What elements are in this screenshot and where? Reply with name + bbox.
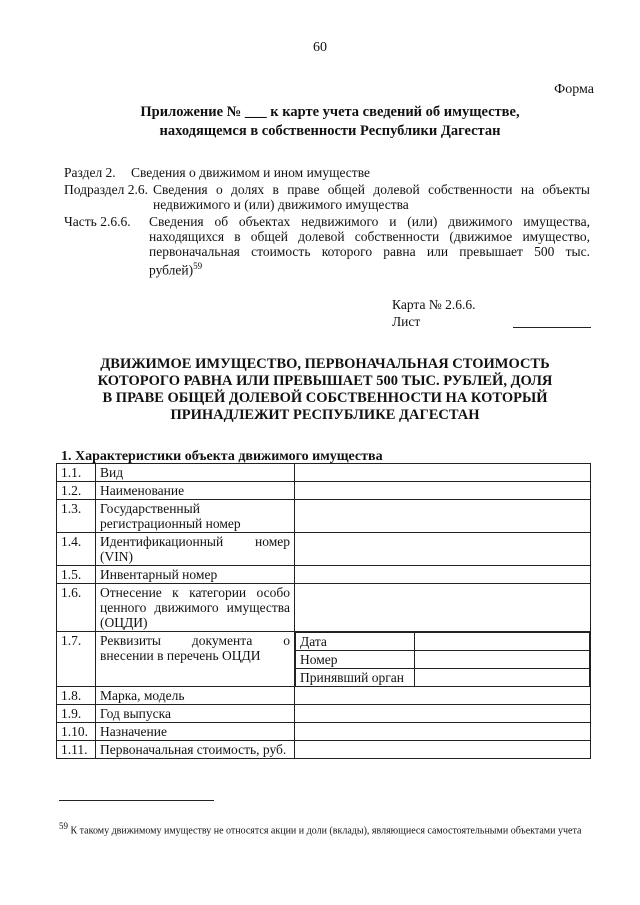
table-row: [57, 687, 591, 705]
row-label: Год выпуска: [96, 705, 295, 723]
main-title-line-4: ПРИНАДЛЕЖИТ РЕСПУБЛИКЕ ДАГЕСТАН: [170, 407, 480, 423]
row-label: Идентификационный номер (VIN): [96, 533, 295, 566]
table-heading: 1. Характеристики объекта движимого имущества: [61, 449, 383, 464]
value-cell[interactable]: [415, 633, 590, 651]
footnote-separator: [59, 800, 214, 801]
table-row: [57, 533, 591, 566]
row-number: 1.2.: [57, 482, 96, 500]
subtable-row: [296, 633, 590, 651]
value-cell[interactable]: [295, 687, 591, 705]
sub-label-authority: Принявший орган: [296, 669, 415, 687]
section-line: [64, 165, 594, 181]
value-cell[interactable]: [415, 669, 590, 687]
sub-label-date: Дата: [296, 633, 415, 651]
footnote: [59, 820, 591, 837]
table-row: [57, 464, 591, 482]
document-details-subtable: [295, 632, 590, 686]
document-details-cell: [295, 632, 591, 687]
row-label: Наименование: [96, 482, 295, 500]
main-title-line-1: ДВИЖИМОЕ ИМУЩЕСТВО, ПЕРВОНАЧАЛЬНАЯ СТОИМОСТЬ: [100, 356, 550, 372]
value-cell[interactable]: [295, 464, 591, 482]
main-title: [70, 356, 580, 424]
form-label: Форма: [554, 82, 594, 97]
part-text-wrap: [149, 214, 590, 278]
part-text: Сведения об объектах недвижимого и (или) движимого имущества, находящихся в общей долевой собственности (движимое имущество, первоначальная стоимость которого равна или превышает 500 тыс. рублей): [149, 214, 590, 278]
footnote-text: К такому движимому имуществу не относятся акции и доли (вклады), являющиеся самостоятельными объектами учета: [70, 825, 582, 837]
characteristics-table: [56, 463, 591, 759]
row-label: Первоначальная стоимость, руб.: [96, 741, 295, 759]
value-cell[interactable]: [295, 566, 591, 584]
footnote-number: 59: [59, 821, 68, 831]
page-number: 60: [313, 40, 327, 55]
subsection-block: [64, 182, 594, 214]
row-label: Реквизиты документа о внесении в перечень ОЦДИ: [96, 632, 295, 687]
appendix-line-1: Приложение № ___ к карте учета сведений об имуществе,: [140, 104, 520, 120]
value-cell[interactable]: [295, 533, 591, 566]
row-number: 1.5.: [57, 566, 96, 584]
row-number: 1.7.: [57, 632, 96, 687]
part-block: [64, 214, 594, 278]
table-row: [57, 500, 591, 533]
value-cell[interactable]: [295, 584, 591, 632]
table-row: [57, 632, 591, 687]
value-cell[interactable]: [295, 500, 591, 533]
value-cell[interactable]: [295, 482, 591, 500]
row-number: 1.1.: [57, 464, 96, 482]
subtable-row: [296, 669, 590, 687]
row-number: 1.3.: [57, 500, 96, 533]
appendix-heading: [60, 103, 600, 141]
sheet-signature-line: [513, 327, 591, 328]
table-row: [57, 482, 591, 500]
row-number: 1.11.: [57, 741, 96, 759]
subsection-text: Сведения о долях в праве общей долевой собственности на объекты недвижимого и (или) движимого имущества: [153, 182, 590, 212]
row-label: Отнесение к категории особо ценного движимого имущества (ОЦДИ): [96, 584, 295, 632]
table-row: [57, 584, 591, 632]
sub-label-number: Номер: [296, 651, 415, 669]
sheet-label: Лист: [392, 314, 421, 329]
section-text: Сведения о движимом и ином имуществе: [131, 165, 370, 180]
subsection-label: Подраздел 2.6.: [64, 182, 149, 197]
table-row: [57, 566, 591, 584]
row-label: Назначение: [96, 723, 295, 741]
value-cell[interactable]: [295, 705, 591, 723]
row-number: 1.4.: [57, 533, 96, 566]
row-number: 1.10.: [57, 723, 96, 741]
row-label: Государственный регистрационный номер: [96, 500, 295, 533]
part-label: Часть 2.6.6.: [64, 214, 131, 229]
section-label: Раздел 2.: [64, 165, 116, 180]
table-row: [57, 705, 591, 723]
value-cell[interactable]: [295, 741, 591, 759]
row-label: Инвентарный номер: [96, 566, 295, 584]
value-cell[interactable]: [295, 723, 591, 741]
main-title-line-2: КОТОРОГО РАВНА ИЛИ ПРЕВЫШАЕТ 500 ТЫС. РУБЛЕЙ, ДОЛЯ: [97, 373, 553, 389]
part-footnote-ref: 59: [193, 261, 203, 271]
value-cell[interactable]: [415, 651, 590, 669]
card-number: Карта № 2.6.6.: [392, 297, 476, 312]
row-number: 1.6.: [57, 584, 96, 632]
appendix-line-2: находящемся в собственности Республики Дагестан: [159, 123, 501, 139]
main-title-line-3: В ПРАВЕ ОБЩЕЙ ДОЛЕВОЙ СОБСТВЕННОСТИ НА КОТОРЫЙ: [102, 390, 548, 406]
row-label: Вид: [96, 464, 295, 482]
table-row: [57, 723, 591, 741]
subtable-row: [296, 651, 590, 669]
row-label: Марка, модель: [96, 687, 295, 705]
row-number: 1.9.: [57, 705, 96, 723]
row-number: 1.8.: [57, 687, 96, 705]
table-row: [57, 741, 591, 759]
